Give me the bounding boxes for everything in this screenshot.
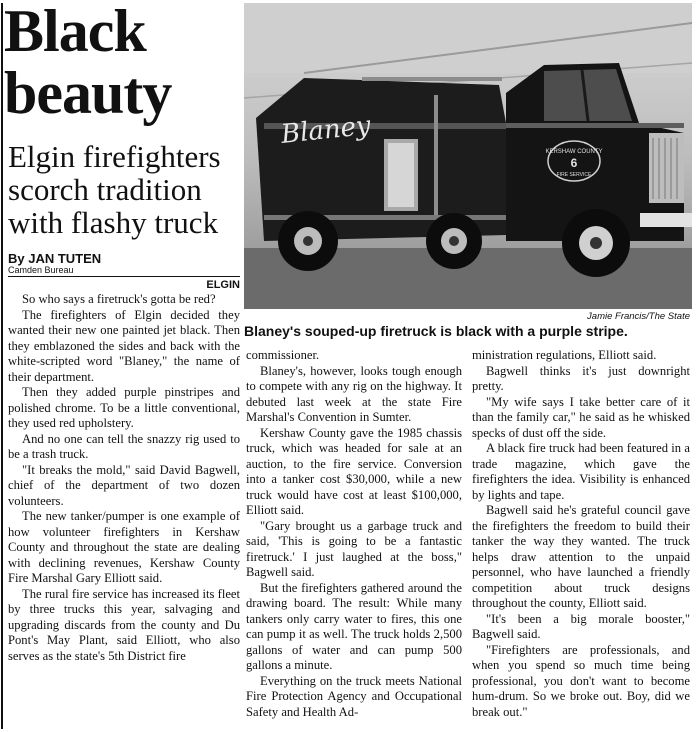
truck-name-text: Blaney <box>279 110 372 150</box>
photo-caption: Blaney's souped-up firetruck is black with a purple stripe. <box>244 323 628 339</box>
photo-credit: Jamie Francis/The State <box>587 311 690 322</box>
headline <box>4 0 242 124</box>
paragraph: "My wife says I take better care of it than the family car," he said as he whisked specks of dust off the side. <box>472 394 690 440</box>
deck-line-3: with flashy truck <box>8 205 219 240</box>
paragraph: Bagwell thinks it's just downright pretty. <box>472 363 690 393</box>
left-border-rule <box>1 3 3 729</box>
paragraph: ministration regulations, Elliott said. <box>472 348 657 362</box>
deck-subheadline <box>8 140 240 239</box>
article-column-2 <box>246 348 462 720</box>
paragraph: The firefighters of Elgin decided they wanted their new one painted jet black. Then they emblazoned the sides and back with the white-scripted word "Blaney," the name of their department. <box>8 307 240 384</box>
bureau: Camden Bureau <box>8 265 74 275</box>
paragraph: Kershaw County gave the 1985 chassis truck, which was headed for sale at an auction, to the fire service. Conversion into a tanker cost $30,000, while a new truck would have cost at least $100,000, Elliott said. <box>246 425 462 517</box>
paragraph: Bagwell said he's grateful council gave the firefighters the freedom to build their tanker the way they wanted. The truck helps draw attention to the unpaid personnel, who have launched a friendly competition about truck designs throughout the county, Elliott said. <box>472 503 690 610</box>
paragraph: Everything on the truck meets National Fire Protection Agency and Occupational Safety and Health Ad- <box>246 673 462 719</box>
paragraph: commissioner. <box>246 348 320 362</box>
paragraph: "Gary brought us a garbage truck and said, 'This is going to be a fantastic firetruck.' I just laughed at the boss," Bagwell said. <box>246 518 462 579</box>
paragraph: The new tanker/pumper is one example of how volunteer firefighters in Kershaw County and throughout the state are dealing with declining revenues, Kershaw County Fire Marshal Gary Elliott said. <box>8 509 240 585</box>
paragraph: Blaney's, however, looks tough enough to compete with any rig on the highway. It debuted last week at the state Fire Marshal's Convention in Sumter. <box>246 363 462 424</box>
paragraph: But the firefighters gathered around the drawing board. The result: While many tankers only carry water to fires, this one can pump it as well. The truck holds 2,500 gallons of water and can pump 500 gallons a minute. <box>246 580 462 672</box>
paragraph: A black fire truck had been featured in a trade magazine, which gave the firefighters the idea. Visibility is enhanced by lights and tape. <box>472 441 690 502</box>
dateline: ELGIN <box>206 279 240 291</box>
paragraph: And no one can tell the snazzy rig used to be a trash truck. <box>8 431 240 461</box>
door-text-2: FIRE SERVICE <box>556 172 592 178</box>
deck-line-2: scorch tradition <box>8 172 202 207</box>
byline: By JAN TUTEN <box>8 251 102 266</box>
door-number: 6 <box>570 156 578 170</box>
door-text-1: KERSHAW COUNTY <box>545 149 603 155</box>
truck-illustration <box>244 3 692 309</box>
truck-photo <box>244 3 692 309</box>
paragraph: The rural fire service has increased its fleet by three trucks this year, salvaging and upgrading discards from the county and Du Pont's May Plant, said Elliott, who also serves as the state's 5th District fire <box>8 586 240 663</box>
dateline-rule <box>8 276 240 277</box>
headline-line-2: beauty <box>4 60 172 126</box>
paragraph: "It's been a big morale booster," Bagwell said. <box>472 611 690 641</box>
paragraph: "It breaks the mold," said David Bagwell, chief of the department of two dozen volunteers. <box>8 462 240 508</box>
paragraph: Then they added purple pinstripes and polished chrome. To be a little conventional, they used red upholstery. <box>8 385 240 430</box>
article-column-1 <box>8 292 240 664</box>
paragraph: So who says a firetruck's gotta be red? <box>22 292 216 306</box>
paragraph: "Firefighters are professionals, and when you spend so much time being professional, you don't want to become hum-drum. So we broke out. Boy, did we break out." <box>472 642 690 719</box>
article-column-3 <box>472 348 690 720</box>
deck-line-1: Elgin firefighters <box>8 139 221 174</box>
headline-line-1: Black <box>4 0 146 64</box>
